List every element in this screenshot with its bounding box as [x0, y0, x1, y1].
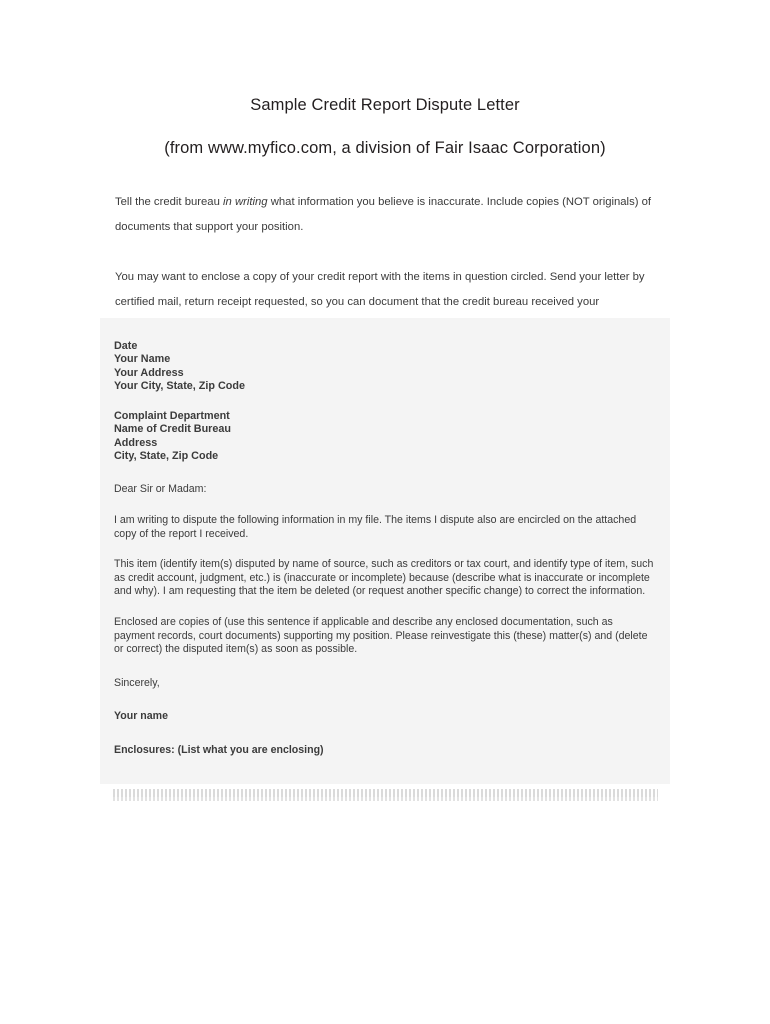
dotted-separator-secondary [113, 797, 658, 801]
recipient-line-city: City, State, Zip Code [114, 450, 219, 463]
letter-signature: Your name [114, 710, 168, 723]
sender-line-city: Your City, State, Zip Code [114, 379, 245, 392]
recipient-line-bureau: Name of Credit Bureau [114, 423, 231, 436]
intro-paragraph-2-line2: certified mail, return receipt requested, so you can document that the credit bureau received your [115, 296, 600, 308]
recipient-address-block [114, 410, 654, 463]
spacer-para3-closing [114, 657, 654, 677]
sample-letter-panel [100, 318, 670, 784]
sender-line-address: Your Address [114, 366, 184, 379]
intro-section [0, 158, 770, 340]
salutation: Dear Sir or Madam: [114, 483, 207, 496]
spacer-para1-para2 [114, 541, 654, 558]
spacer-signature-enclosures [114, 724, 654, 744]
intro-paragraph-1-line2: documents that support your position. [115, 221, 304, 233]
spacer-sender-recipient [114, 393, 654, 410]
sender-line-date: Date [114, 340, 138, 352]
spacer-closing-signature [114, 690, 654, 710]
page-subtitle: (from www.myfico.com, a division of Fair Isaac Corporation) [164, 139, 606, 157]
spacer-para2-para3 [114, 599, 654, 616]
recipient-line-address: Address [114, 436, 158, 449]
sender-address-block [114, 340, 654, 393]
recipient-line-department: Complaint Department [114, 410, 230, 423]
intro-text-2: what information you believe is inaccurate. Include copies (NOT originals) of [267, 196, 652, 208]
intro-paragraph-1 [115, 190, 655, 215]
letter-enclosures: Enclosures: (List what you are enclosing) [114, 743, 324, 756]
page-title: Sample Credit Report Dispute Letter [250, 96, 520, 114]
intro-text-1: Tell the credit bureau [115, 196, 224, 208]
spacer-salutation-body [114, 497, 654, 514]
sender-line-name: Your Name [114, 353, 171, 366]
letter-paragraph-3: Enclosed are copies of (use this sentence if applicable and describe any enclosed documentation, such as payment records, court documents) supporting my position. Please reinvestigate this (these) matter(s) and (delete or correct) the disputed item(s) as soon as possible. [114, 615, 648, 656]
letter-closing: Sincerely, [114, 676, 160, 689]
intro-emphasis: in writing [223, 196, 268, 208]
letter-paragraph-1: I am writing to dispute the following information in my file. The items I dispute also are encircled on the attached copy of the report I received. [114, 513, 637, 540]
spacer-recipient-salutation [114, 463, 654, 483]
letter-paragraph-2: This item (identify item(s) disputed by name of source, such as creditors or tax court, and identify type of item, such as credit account, judgment, etc.) is (inaccurate or incomplete) because (describe what is inaccurate or incomplete and why). I am requesting that the item be deleted (or request another specific change) to correct the information. [114, 558, 654, 598]
intro-paragraph-2-line1: You may want to enclose a copy of your credit report with the items in question circled. Send your letter by [115, 271, 645, 283]
